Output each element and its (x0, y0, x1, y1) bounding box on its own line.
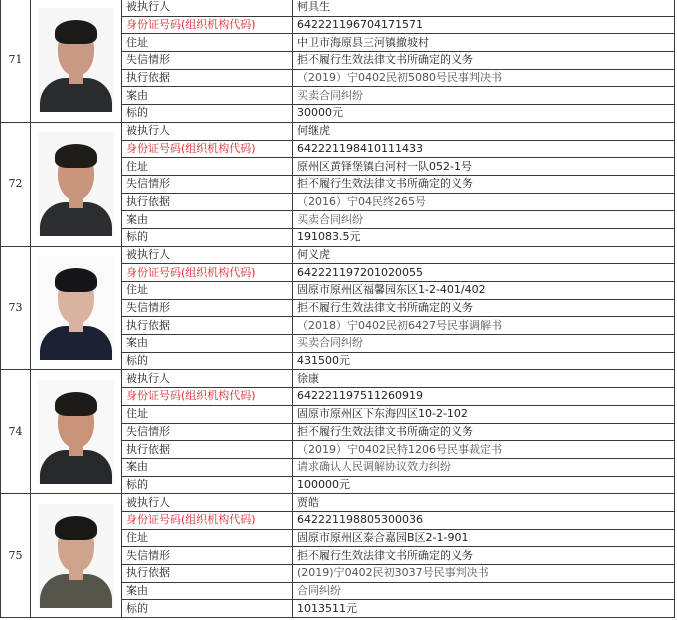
value-basis: （2018）宁0402民初6427号民事调解书 (293, 317, 675, 335)
label-amount: 标的 (122, 600, 293, 618)
label-address: 住址 (122, 158, 293, 176)
label-dishonesty: 失信情形 (122, 52, 293, 70)
photo-hair-shape (55, 268, 97, 292)
label-defendant: 被执行人 (122, 494, 293, 512)
label-defendant: 被执行人 (122, 0, 293, 16)
label-defendant: 被执行人 (122, 370, 293, 388)
label-id-number: 身份证号码(组织机构代码) (122, 140, 293, 158)
label-address: 住址 (122, 405, 293, 423)
value-name: 何继虎 (293, 122, 675, 140)
photo-hair-shape (55, 392, 97, 416)
label-id-number: 身份证号码(组织机构代码) (122, 264, 293, 282)
label-amount: 标的 (122, 476, 293, 494)
record-index: 72 (1, 122, 31, 246)
label-amount: 标的 (122, 228, 293, 246)
label-address: 住址 (122, 34, 293, 52)
value-dishonesty: 拒不履行生效法律文书所确定的义务 (293, 423, 675, 441)
label-address: 住址 (122, 529, 293, 547)
value-dishonesty: 拒不履行生效法律文书所确定的义务 (293, 52, 675, 70)
value-name: 柯具生 (293, 0, 675, 16)
value-name: 徐康 (293, 370, 675, 388)
label-id-number: 身份证号码(组织机构代码) (122, 388, 293, 406)
photo-cell (31, 0, 122, 122)
value-case-cause: 合同纠纷 (293, 582, 675, 600)
value-amount: 1013511元 (293, 600, 675, 618)
photo-hair-shape (55, 20, 97, 44)
value-case-cause: 买卖合同纠纷 (293, 335, 675, 353)
label-case-cause: 案由 (122, 458, 293, 476)
value-basis: （2019）宁0402民特1206号民事裁定书 (293, 441, 675, 459)
value-id-number: 642221198805300036 (293, 511, 675, 529)
label-dishonesty: 失信情形 (122, 423, 293, 441)
label-address: 住址 (122, 282, 293, 300)
value-amount: 30000元 (293, 105, 675, 123)
label-case-cause: 案由 (122, 582, 293, 600)
value-basis: （2019）宁0402民初5080号民事判决书 (293, 69, 675, 87)
value-address: 中卫市海原县三河镇撤坡村 (293, 34, 675, 52)
label-basis: 执行依据 (122, 317, 293, 335)
value-id-number: 642221198410111433 (293, 140, 675, 158)
record-index: 75 (1, 494, 31, 618)
label-dishonesty: 失信情形 (122, 547, 293, 565)
value-basis: (2019)宁0402民初3037号民事判决书 (293, 565, 675, 583)
record-index: 74 (1, 370, 31, 494)
value-case-cause: 买卖合同纠纷 (293, 211, 675, 229)
value-dishonesty: 拒不履行生效法律文书所确定的义务 (293, 175, 675, 193)
record-index: 73 (1, 246, 31, 370)
label-amount: 标的 (122, 352, 293, 370)
value-amount: 431500元 (293, 352, 675, 370)
label-amount: 标的 (122, 105, 293, 123)
label-dishonesty: 失信情形 (122, 299, 293, 317)
value-case-cause: 买卖合同纠纷 (293, 87, 675, 105)
value-address: 固原市原州区下东海四区10-2-102 (293, 405, 675, 423)
value-address: 固原市原州区福馨园东区1-2-401/402 (293, 282, 675, 300)
record-row-name (1, 494, 675, 512)
label-basis: 执行依据 (122, 69, 293, 87)
record-row-name (1, 0, 675, 16)
label-basis: 执行依据 (122, 441, 293, 459)
photo-hair-shape (55, 144, 97, 168)
label-defendant: 被执行人 (122, 246, 293, 264)
label-case-cause: 案由 (122, 335, 293, 353)
label-basis: 执行依据 (122, 565, 293, 583)
person-photo-icon (38, 504, 114, 608)
value-id-number: 642221197201020055 (293, 264, 675, 282)
label-dishonesty: 失信情形 (122, 175, 293, 193)
photo-hair-shape (55, 516, 97, 540)
record-row-name (1, 370, 675, 388)
value-dishonesty: 拒不履行生效法律文书所确定的义务 (293, 299, 675, 317)
value-dishonesty: 拒不履行生效法律文书所确定的义务 (293, 547, 675, 565)
photo-cell (31, 122, 122, 246)
label-id-number: 身份证号码(组织机构代码) (122, 16, 293, 34)
person-photo-icon (38, 256, 114, 360)
value-name: 何义虎 (293, 246, 675, 264)
value-id-number: 642221197511260919 (293, 388, 675, 406)
person-photo-icon (38, 132, 114, 236)
record-row-name (1, 122, 675, 140)
value-amount: 191083.5元 (293, 228, 675, 246)
record-index: 71 (1, 0, 31, 122)
person-photo-icon (38, 380, 114, 484)
photo-cell (31, 494, 122, 618)
value-amount: 100000元 (293, 476, 675, 494)
label-basis: 执行依据 (122, 193, 293, 211)
value-id-number: 642221196704171571 (293, 16, 675, 34)
label-id-number: 身份证号码(组织机构代码) (122, 511, 293, 529)
label-case-cause: 案由 (122, 211, 293, 229)
label-case-cause: 案由 (122, 87, 293, 105)
value-name: 贾皓 (293, 494, 675, 512)
value-case-cause: 请求确认人民调解协议效力纠纷 (293, 458, 675, 476)
person-photo-icon (38, 8, 114, 112)
value-basis: （2016）宁04民终265号 (293, 193, 675, 211)
label-defendant: 被执行人 (122, 122, 293, 140)
photo-cell (31, 370, 122, 494)
record-row-name (1, 246, 675, 264)
value-address: 原州区黄铎堡镇白河村一队052-1号 (293, 158, 675, 176)
value-address: 固原市原州区泰合嘉园B区2-1-901 (293, 529, 675, 547)
photo-cell (31, 246, 122, 370)
